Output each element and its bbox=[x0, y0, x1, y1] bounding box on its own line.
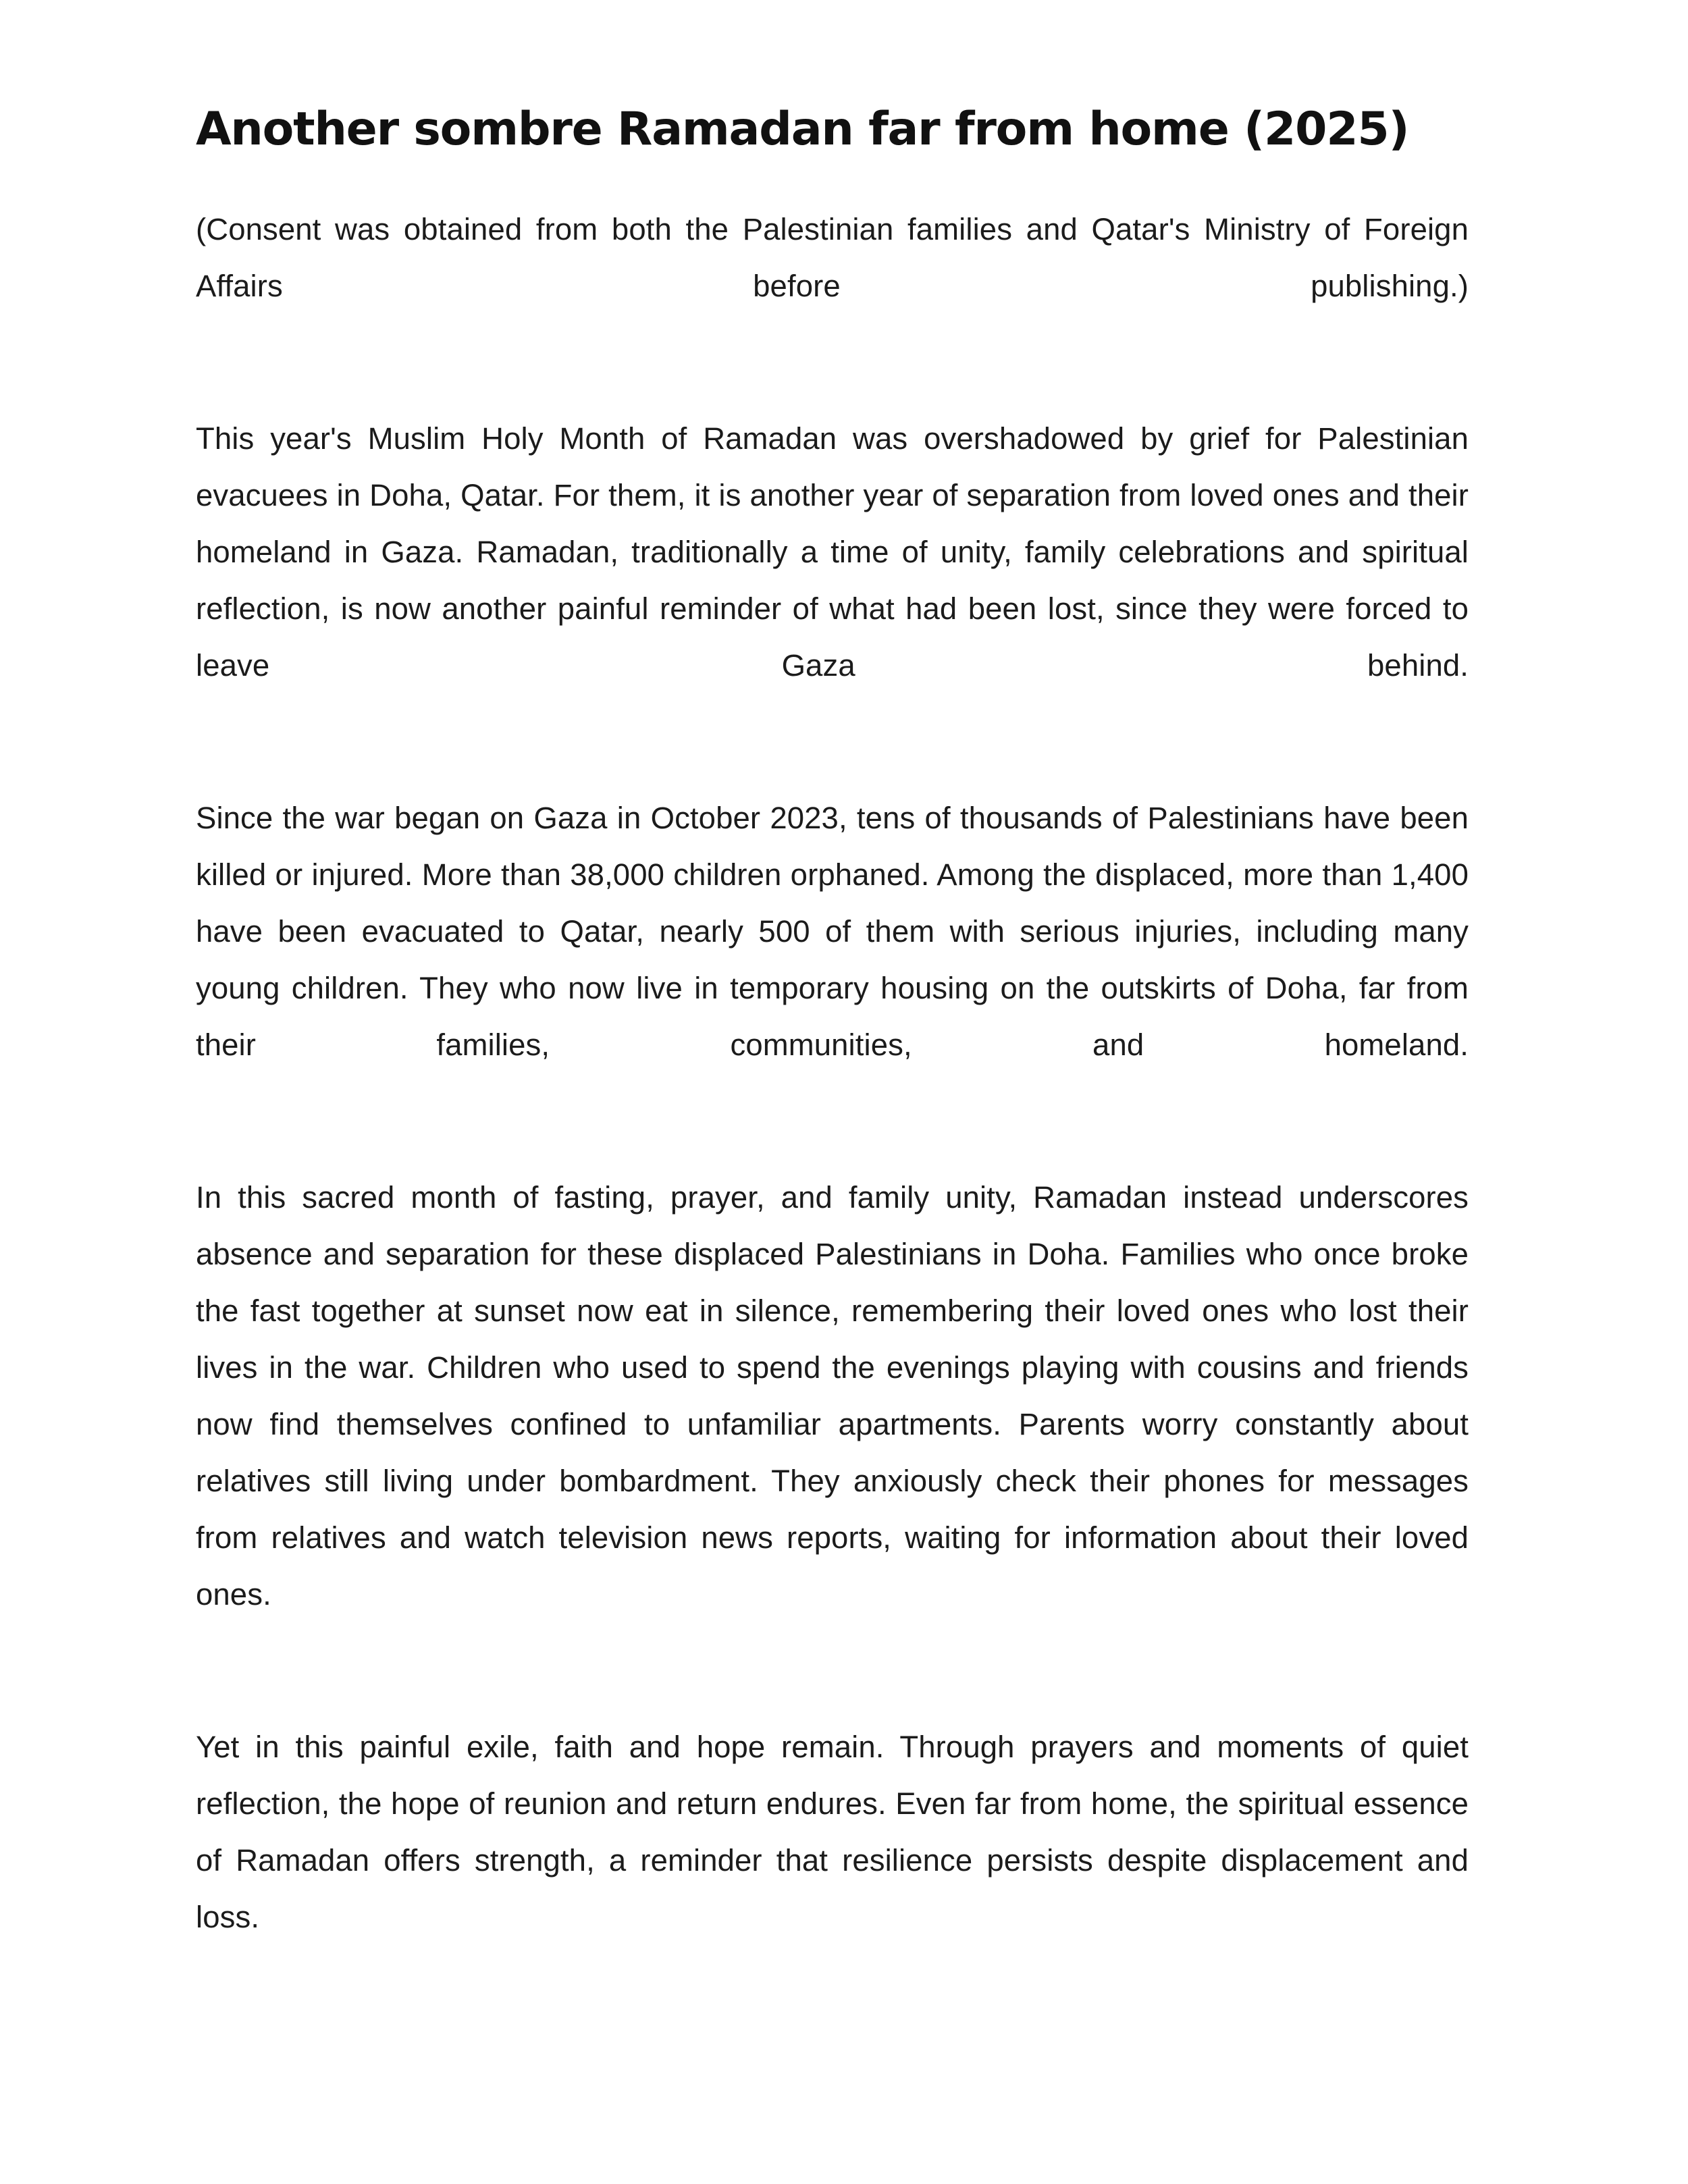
body-paragraph-1: This year's Muslim Holy Month of Ramadan was overshadowed by grief for Palestinian evacuees in Doha, Qatar. For them, it is another year of separation from loved ones and their homeland in Gaza. Ramadan, traditionally a time of unity, family celebrations and spiritual reflection, is now another painful reminder of what had been lost, since they were forced to leave Gaza behind. bbox=[196, 421, 1469, 683]
body-paragraph-4: Yet in this painful exile, faith and hope remain. Through prayers and moments of quiet reflection, the hope of reunion and return endures. Even far from home, the spiritual essence of Ramadan offers strength, a reminder that resilience persists despite displacement and loss. bbox=[196, 1730, 1469, 1935]
body-paragraph-3: In this sacred month of fasting, prayer, and family unity, Ramadan instead underscores absence and separation for these displaced Palestinians in Doha. Families who once broke the fast together at sunset now eat in silence, remembering their loved ones who lost their lives in the war. Children who used to spend the evenings playing with cousins and friends now find themselves confined to unfamiliar apartments. Parents worry constantly about relatives still living under bombardment. They anxiously check their phones for messages from relatives and watch television news reports, waiting for information about their loved ones. bbox=[196, 1180, 1469, 1612]
document-text-column bbox=[196, 0, 1469, 2002]
consent-note-paragraph: (Consent was obtained from both the Palestinian families and Qatar's Ministry of Foreign Affairs before publishing.) bbox=[196, 212, 1469, 304]
body-paragraph-2: Since the war began on Gaza in October 2023, tens of thousands of Palestinians have been killed or injured. More than 38,000 children orphaned. Among the displaced, more than 1,400 have been evacuated to Qatar, nearly 500 of them with serious injuries, including many young children. They who now live in temporary housing on the outskirts of Doha, far from their families, communities, and homeland. bbox=[196, 801, 1469, 1063]
page-title: Another sombre Ramadan far from home (2025) bbox=[196, 103, 1409, 156]
